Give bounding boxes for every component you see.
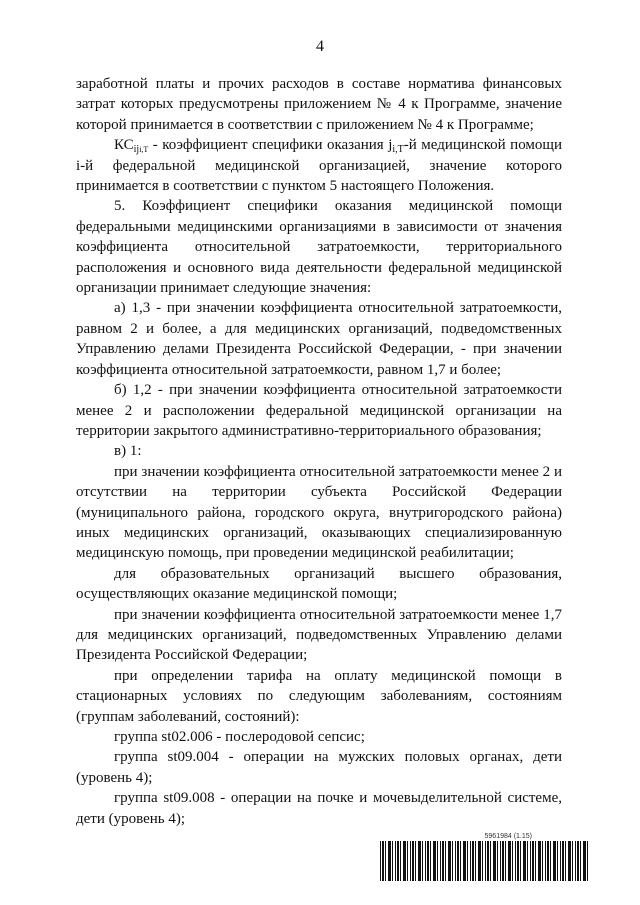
paragraph-salary-costs: заработной платы и прочих расходов в составе норматива финансовых затрат которых предусмотрены приложением № 4 к Программе, значение которой принимается в соответствии с приложением № 4 к Программе; — [76, 76, 562, 133]
page-number: 4 — [316, 38, 324, 55]
paragraph-item-v: в) 1: — [114, 443, 142, 460]
j-subscript: i,T — [392, 144, 404, 156]
barcode-icon — [380, 841, 590, 881]
barcode-caption: 5961984 (1.15) — [484, 833, 532, 840]
paragraph-ks-definition — [76, 135, 562, 196]
paragraph-group-st02-006: группа st02.006 - послеродовой сепсис; — [114, 729, 365, 745]
ks-text-after: -й медицинской помощи i-й федеральной медицинской организацией, значение которого принимается в соответствии с пунктом 5 настоящего Положения. — [76, 137, 562, 195]
paragraph-condition-1: при значении коэффициента относительной затратоемкости менее 2 и отсутствии на территории субъекта Российской Федерации (муниципального района, городского округа, внутригородского района) иных медицинских организаций, оказывающих специализированную медицинскую помощь, при проведении медицинской реабилитации; — [76, 463, 562, 562]
document-body — [76, 74, 562, 829]
paragraph-condition-3: при значении коэффициента относительной затратоемкости менее 1,7 для медицинских организаций, подведомственных Управлению делами Президента Российской Федерации; — [76, 606, 562, 664]
ks-subscript: iji,T — [133, 144, 149, 156]
paragraph-item-a: а) 1,3 - при значении коэффициента относительной затратоемкости, равном 2 и более, а для медицинских организаций, подведомственных Управлению делами Президента Российской Федерации, - при значении коэффициента относительной затратоемкости, равном 1,7 и более; — [76, 300, 562, 378]
paragraph-group-st09-004: группа st09.004 - операции на мужских половых органах, дети (уровень 4); — [76, 749, 562, 786]
paragraph-group-st09-008: группа st09.008 - операции на почке и мочевыделительной системе, дети (уровень 4); — [76, 790, 562, 827]
ks-symbol: КС — [114, 137, 134, 154]
paragraph-condition-4: при определении тарифа на оплату медицинской помощи в стационарных условиях по следующим заболеваниям, состояниям (группам заболеваний, состояний): — [76, 667, 562, 725]
paragraph-item-b: б) 1,2 - при значении коэффициента относительной затратоемкости менее 2 и расположении федеральной медицинской организации на территории закрытого административно-территориального образования; — [76, 382, 562, 439]
paragraph-item-5: 5. Коэффициент специфики оказания медицинской помощи федеральными медицинскими организациями в зависимости от значения коэффициента относительной затратоемкости, территориального расположения и основного вида деятельности федеральной медицинской организации принимает следующие значения: — [76, 198, 562, 297]
paragraph-condition-2: для образовательных организаций высшего образования, осуществляющих оказание медицинской помощи; — [76, 565, 562, 603]
ks-text-before: - коэффициент специфики оказания — [148, 137, 389, 154]
j-symbol: j — [388, 137, 393, 154]
barcode-block — [380, 833, 590, 881]
